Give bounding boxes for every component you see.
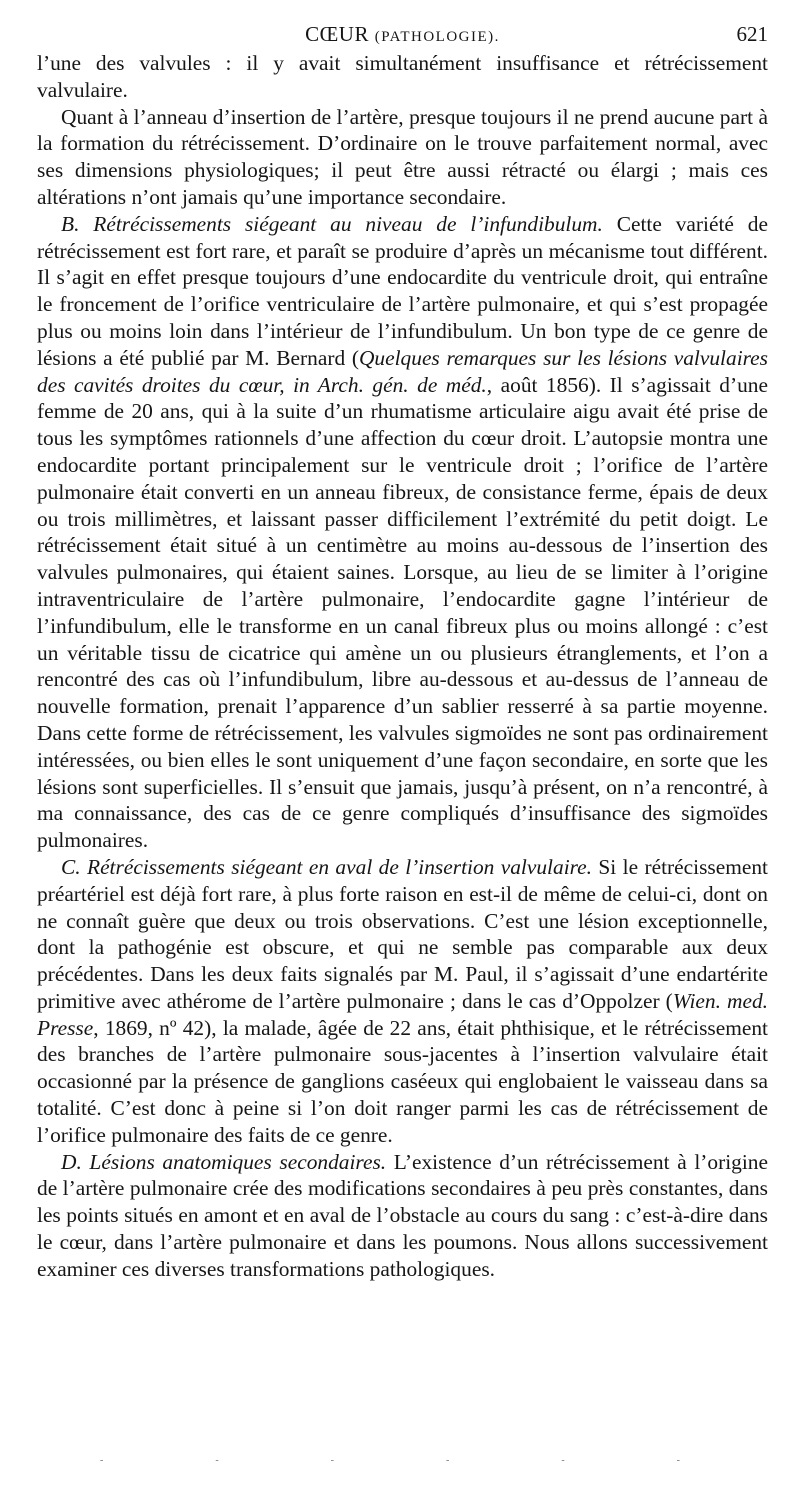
section-d-paragraph bbox=[37, 1149, 768, 1283]
paragraph-text: Quant à l’anneau d’insertion de l’artère, presque toujours il ne prend aucune part à la formation du rétrécissement. D’ordinaire on le trouve parfaitement normal, avec ses dimensions physiologiques; il peut être aussi rétracté ou élargi ; mais ces altérations n’ont jamais qu’une importance secondaire. bbox=[37, 104, 768, 209]
scan-mark: - bbox=[445, 1455, 450, 1466]
running-header bbox=[37, 0, 768, 50]
section-heading-c: C. Rétrécissements siégeant en aval de l’insertion valvulaire. bbox=[61, 854, 593, 879]
paragraph-text: , août 1856). Il s’agissait d’une femme de 20 ans, qui à la suite d’un rhumatisme articulaire aigu avait été prise de tous les symptômes rationnels d’une affection du cœur droit. L’autopsie montra une endocardite portant principalement sur le ventricule droit ; l’orifice de l’artère pulmonaire était converti en un anneau fibreux, de consistance ferme, épais de deux ou trois millimètres, et laissant passer difficilement l’extrémité du petit doigt. Le rétrécissement était situé à un centimètre au moins au-dessous de l’insertion des valvules pulmonaires, qui étaient saines. Lorsque, au lieu de se limiter à l’origine intraventriculaire de l’artère pulmonaire, l’endocardite gagne l’intérieur de l’infundibulum, elle le transforme en un canal fibreux plus ou moins allongé : c’est un véritable tissu de cicatrice qui amène un ou plusieurs étranglements, et l’on a rencontré des cas où l’infundibulum, libre au-dessous et au-dessus de l’anneau de nouvelle formation, prenait l’apparence d’un sablier resserré à sa partie moyenne. Dans cette forme de rétrécissement, les valvules sigmoïdes ne sont pas ordinairement intéressées, ou bien elles le sont uniquement d’une façon secondaire, en sorte que les lésions sont superficielles. Il s’ensuit que jamais, jusqu’à présent, on n’a rencontré, à ma connaissance, des cas de ce genre compliqués d’insuffisance des sigmoïdes pulmonaires. bbox=[37, 372, 769, 853]
section-b-paragraph bbox=[37, 211, 768, 854]
scan-mark: - bbox=[330, 1455, 334, 1466]
running-title-main: CŒUR bbox=[305, 22, 369, 46]
paragraph-text: l’une des valvules : il y avait simultanément insuffisance et rétrécissement valvulaire. bbox=[37, 51, 768, 102]
paragraph-text: Si le rétrécissement préartériel est déjà fort rare, à plus forte raison en est-il de même de celui-ci, dont on ne connaît guère que deux ou trois observations. C’est une lésion exceptionnelle, dont la pathogénie est obscure, et qui ne semble pas comparable aux deux précédentes. Dans les deux faits signalés par M. Paul, il s’agissait d’une endartérite primitive avec athérome de l’artère pulmonaire ; dans le cas d’Oppolzer ( bbox=[37, 854, 768, 1013]
citation-bernard: Quelques remarques sur les lésions valvulaires des cavités droites du cœur, in Arch. gén. de méd. bbox=[37, 345, 768, 397]
section-heading-b: B. Rétrécissements siégeant au niveau de l’infundibulum. bbox=[61, 211, 603, 236]
paragraph-text: Cette variété de rétrécissement est fort rare, et paraît se produire d’après un mécanisme tout différent. Il s’agit en effet presque toujours d’une endocardite du ventricule droit, qui entraîne le froncement de l’orifice ventriculaire de l’artère pulmonaire, et qui s’est propagée plus ou moins loin dans l’intérieur de l’infundibulum. Un bon type de ce genre de lésions a été publié par M. Bernard ( bbox=[37, 211, 768, 370]
section-c-paragraph bbox=[37, 854, 768, 1149]
paragraph-text: , 1869, nº 42), la malade, âgée de 22 ans, était phthisique, et le rétrécissement des branches de l’artère pulmonaire sous-jacentes à l’insertion valvulaire était occasionné par la présence de ganglions caséeux qui englobaient le vaisseau dans sa totalité. C’est donc à peine si l’on doit ranger parmi les cas de rétrécissement de l’orifice pulmonaire des faits de ce genre. bbox=[37, 1015, 768, 1147]
page-number: 621 bbox=[736, 22, 768, 46]
citation-oppolzer: Wien. med. Presse bbox=[37, 988, 768, 1040]
paragraph-anneau-insertion bbox=[37, 104, 768, 211]
scan-artifacts bbox=[100, 1455, 680, 1466]
paragraph-continuation bbox=[37, 50, 768, 104]
running-title-sub: (PATHOLOGIE). bbox=[374, 29, 500, 45]
scan-mark: - bbox=[100, 1455, 104, 1466]
scan-mark: - bbox=[215, 1455, 219, 1466]
running-title bbox=[37, 22, 768, 47]
section-heading-d: D. Lésions anatomiques secondaires. bbox=[61, 1149, 387, 1174]
body-text bbox=[37, 50, 768, 1283]
scan-mark: - bbox=[676, 1455, 680, 1466]
paragraph-text: L’existence d’un rétrécissement à l’origine de l’artère pulmonaire crée des modifications secondaires à peu près constantes, dans les points situés en amont et en aval de l’obstacle au cours du sang : c’est-à-dire dans le cœur, dans l’artère pulmonaire et dans les poumons. Nous allons successivement examiner ces diverses transformations pathologiques. bbox=[37, 1149, 768, 1281]
scan-mark: - bbox=[561, 1455, 565, 1466]
